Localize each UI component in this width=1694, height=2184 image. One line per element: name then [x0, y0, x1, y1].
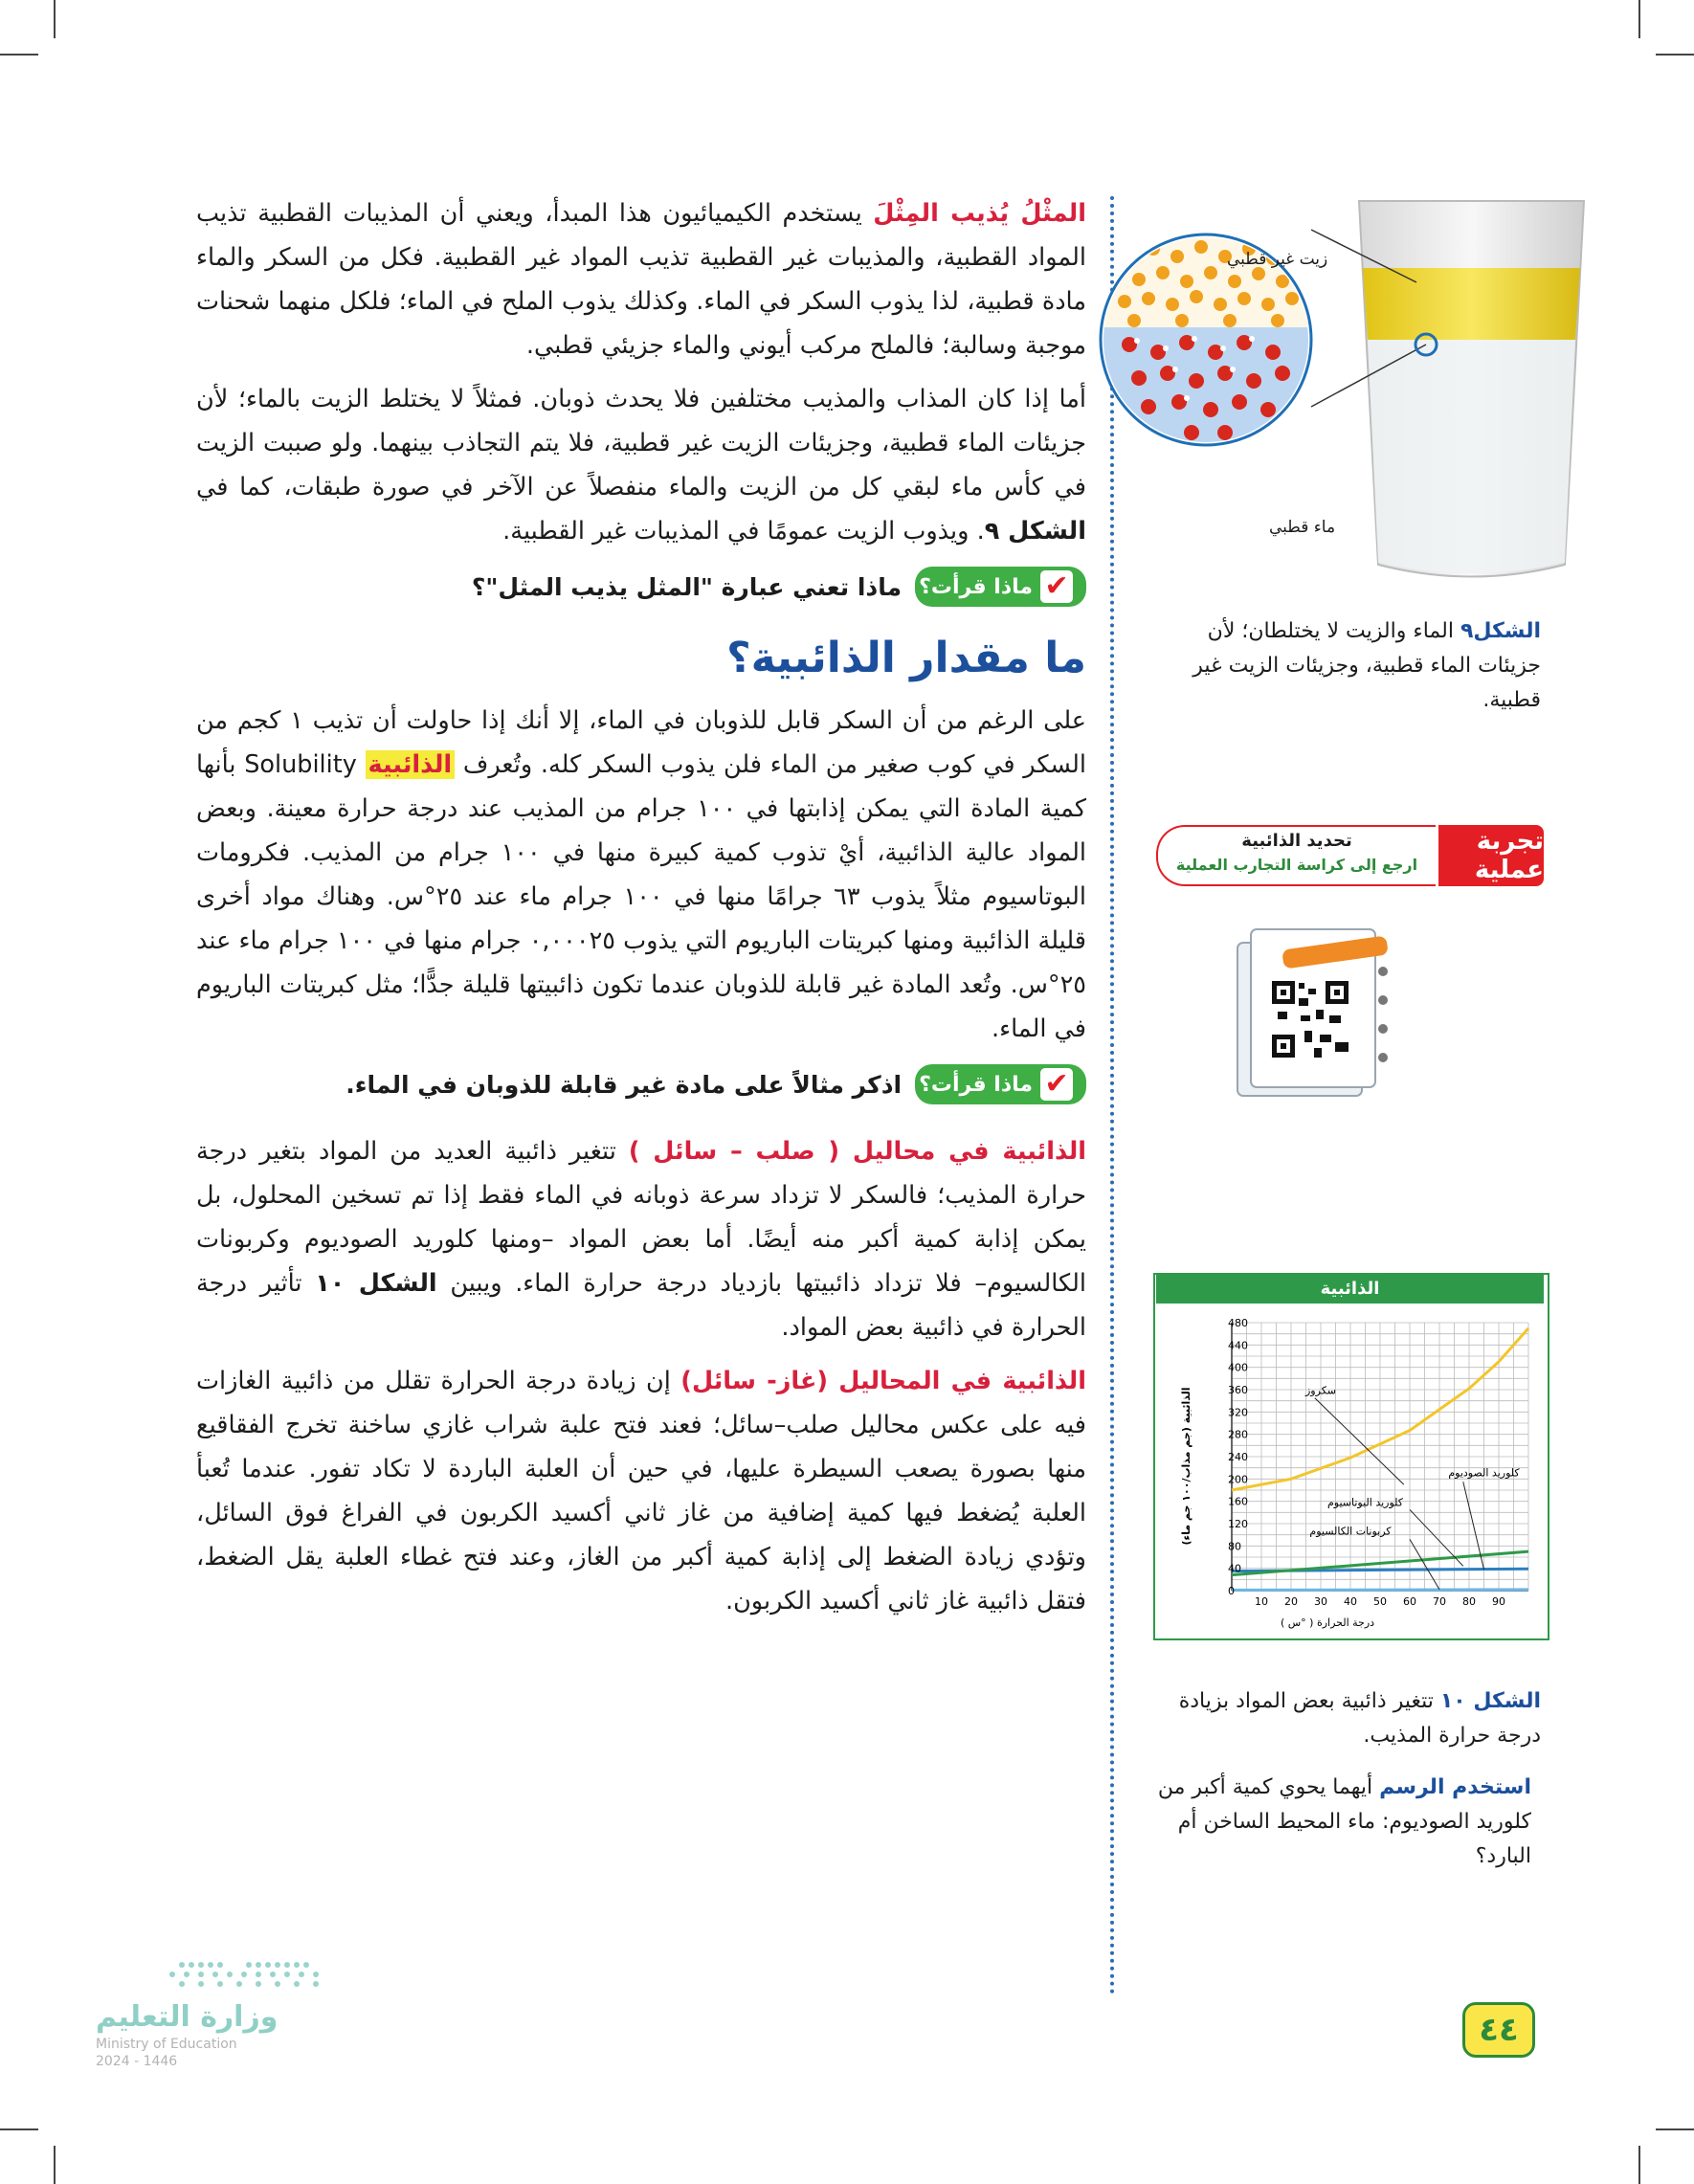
what-did-you-read-question: ماذا تعني عبارة "المثل يذيب المثل"؟ — [471, 572, 903, 601]
lab-experiment-title: تحديد الذائبية — [1241, 831, 1352, 851]
chart-x-tick-label: 70 — [1433, 1595, 1446, 1608]
ministry-name-english: Ministry of Education — [96, 2037, 237, 2052]
term-solubility: الذائبية — [366, 750, 456, 779]
use-graph-text: أيهما يحوي كمية أكبر من كلوريد الصوديوم: ماء المحيط الساخن أم البارد؟ — [1157, 1775, 1531, 1868]
crop-mark — [1656, 2128, 1694, 2130]
what-did-you-read-badge: ✔ ماذا قرأت؟ — [915, 1064, 1086, 1104]
chart-y-tick-label: 440 — [1228, 1339, 1248, 1352]
chart-x-tick-label: 50 — [1373, 1595, 1387, 1608]
crop-mark — [0, 2128, 38, 2130]
crop-mark — [54, 0, 56, 38]
figure10-ref: الشكل ١٠ — [315, 1269, 437, 1298]
crop-mark — [0, 54, 38, 56]
section-heading: ما مقدار الذائبية؟ — [726, 634, 1086, 682]
chart-y-tick-label: 40 — [1228, 1562, 1241, 1575]
chart-title: الذائبية — [1156, 1275, 1544, 1304]
use-graph-label: استخدم الرسم — [1379, 1775, 1531, 1799]
chart-y-tick-label: 480 — [1228, 1317, 1248, 1329]
chart-x-axis-label: درجة الحرارة ( °س ) — [1280, 1616, 1375, 1629]
chart-x-tick-label: 10 — [1255, 1595, 1268, 1608]
paragraph-solid-liquid: الذائبية في محاليل ( صلب – سائل ) تتغير ذائبية العديد من المواد بتغير درجة حرارة المذيب؛ فالسكر لا تزداد سرعة ذوبانه في الماء فقط إذا تم تسخين المحلول، بل يمكن إذابة كمية أكبر منه أيضًا. أما بعض المواد –ومنها كلوريد الصوديوم وكربونات الكالسيوم– فلا تزداد ذائبيتها بازدياد درجة حرارة الماء. ويبين الشكل ١٠ تأثير درجة الحرارة في ذائبية بعض المواد. — [196, 1137, 1087, 1342]
what-did-you-read-2 — [196, 1064, 1086, 1104]
figure9-caption-label: الشكل٩ — [1460, 619, 1541, 643]
chart-x-tick-label: 20 — [1284, 1595, 1298, 1608]
chart-y-tick-label: 280 — [1228, 1428, 1248, 1441]
ministry-name-arabic: وزارة التعليم — [96, 2000, 279, 2034]
term-solid-liquid: الذائبية في محاليل ( صلب – سائل ) — [628, 1137, 1087, 1166]
chart-y-tick-label: 80 — [1228, 1540, 1241, 1553]
chart-series-label: كربونات الكالسيوم — [1309, 1525, 1392, 1538]
ministry-dots-logo — [96, 1957, 345, 1995]
what-did-you-read-1 — [196, 567, 1086, 607]
paragraph-like-dissolves-like: المثْلُ يُذيب المِثْلَ يستخدم الكيميائيون هذا المبدأ، ويعني أن المذيبات القطبية تذيب المواد القطبية، والمذيبات غير القطبية تذيب المواد غير القطبية. فكل من السكر والماء مادة قطبية، لذا يذوب السكر في الماء. وكذلك يذوب الملح في الماء؛ فلكل منهما شحنات موجبة وسالبة؛ فالملح مركب أيوني والماء جزيئي قطبي. — [196, 199, 1086, 360]
chart-y-tick-label: 360 — [1228, 1384, 1248, 1396]
figure10-caption — [1153, 1684, 1541, 1753]
lab-experiment-subtitle: ارجع إلى كراسة التجارب العملية — [1175, 856, 1418, 874]
chart-x-tick-label: 40 — [1344, 1595, 1357, 1608]
chart-x-tick-label: 90 — [1492, 1595, 1505, 1608]
figure9-caption-text: الماء والزيت لا يختلطان؛ لأن جزيئات الماء قطبية، وجزيئات الزيت غير قطبية. — [1192, 619, 1541, 712]
lab-experiment-text — [1156, 825, 1436, 886]
crop-mark — [1638, 2146, 1640, 2184]
crop-mark — [54, 2146, 56, 2184]
qr-code-document-icon[interactable] — [1230, 924, 1402, 1115]
paragraph-oil-water: أما إذا كان المذاب والمذيب مختلفين فلا يحدث ذوبان. فمثلاً لا يختلط الزيت بالماء؛ لأن جزيئات الماء قطبية، وجزيئات الزيت غير قطبية، فلا يتم التجاذب بينهما. ولو صببت الزيت في كأس ماء لبقي كل من الزيت والماء منفصلاً عن الآخر في صورة طبقات، كما في الشكل ٩. ويذوب الزيت عمومًا في المذيبات غير القطبية. — [196, 385, 1086, 546]
crop-mark — [1656, 54, 1694, 56]
figure9-label-oil: زيت غير قطبي — [1227, 250, 1328, 269]
figure9-glass-illustration — [1072, 182, 1608, 603]
figure9-caption — [1153, 614, 1541, 718]
chart-x-tick-label: 60 — [1403, 1595, 1416, 1608]
chart-series-line — [1232, 1590, 1528, 1591]
chart-series-label: كلوريد الصوديوم — [1448, 1466, 1520, 1480]
chart-y-tick-label: 320 — [1228, 1406, 1248, 1419]
chart-x-tick-label: 80 — [1462, 1595, 1476, 1608]
figure9-label-water: ماء قطبي — [1269, 518, 1336, 537]
crop-mark — [1638, 0, 1640, 38]
chart-y-tick-label: 160 — [1228, 1495, 1248, 1508]
chart-y-axis-label: الذائبية (جم مذاب/١٠٠ جم ماء) — [1180, 1387, 1192, 1546]
figure10-caption-text: تتغير ذائبية بعض المواد بزيادة درجة حرارة المذيب. — [1178, 1689, 1541, 1748]
term-solubility-english: Solubility — [244, 750, 357, 779]
figure10-caption-label: الشكل ١٠ — [1439, 1689, 1541, 1713]
chart-series-label: كلوريد البوتاسيوم — [1326, 1496, 1404, 1509]
ministry-logo — [96, 1957, 345, 2070]
chart-x-tick-label: 30 — [1314, 1595, 1327, 1608]
chart-y-tick-label: 0 — [1228, 1585, 1235, 1597]
chart-y-tick-label: 120 — [1228, 1518, 1248, 1530]
chart-y-tick-label: 200 — [1228, 1473, 1248, 1486]
checkmark-icon: ✔ — [1040, 1068, 1073, 1101]
chart-label-leader — [1315, 1398, 1404, 1484]
what-did-you-read-question: اذكر مثالاً على مادة غير قابلة للذوبان في الماء. — [345, 1070, 903, 1099]
main-column — [196, 191, 1086, 1633]
lab-experiment-box — [1156, 825, 1544, 886]
use-graph-question — [1139, 1771, 1531, 1874]
chart-y-tick-label: 240 — [1228, 1451, 1248, 1463]
term-gas-liquid: الذائبية في المحاليل (غاز- سائل) — [680, 1367, 1086, 1395]
page-number: ٤٤ — [1462, 2002, 1535, 2058]
what-did-you-read-badge: ✔ ماذا قرأت؟ — [915, 567, 1086, 607]
chart-series-label: سكروز — [1305, 1384, 1336, 1397]
solubility-chart — [1155, 1304, 1544, 1635]
checkmark-icon: ✔ — [1040, 570, 1073, 603]
ministry-year: 2024 - 1446 — [96, 2054, 178, 2069]
paragraph-gas-liquid: الذائبية في المحاليل (غاز- سائل) إن زيادة درجة الحرارة تقلل من ذائبية الغازات فيه على عكس محاليل صلب–سائل؛ فعند فتح علبة شراب غازي ساخنة تخرج الفقاقيع منها بصورة يصعب السيطرة عليها، في حين أن العلبة الباردة لا تكاد تفور. عندما تُعبأ العلبة يُضغط فيها كمية إضافية من غاز ثاني أكسيد الكربون في الفراغ فوق السائل، وتؤدي زيادة الضغط إلى إذابة كمية أكبر من الغاز، وعند فتح غطاء العلبة يقل الضغط، فتقل ذائبية غاز ثاني أكسيد الكربون. — [196, 1367, 1086, 1616]
figure9-ref: الشكل ٩ — [984, 517, 1086, 546]
lab-experiment-tag: تجربة عملية — [1438, 825, 1544, 886]
term-like-dissolves-like: المثْلُ يُذيب المِثْلَ — [873, 199, 1086, 228]
chart-y-tick-label: 400 — [1228, 1361, 1248, 1374]
paragraph-solubility: على الرغم من أن السكر قابل للذوبان في الماء، إلا أنك إذا حاولت أن تذيب ١ كجم من السكر في كوب صغير من الماء فلن يذوب السكر كله. وتُعرف الذائبية Solubility بأنها كمية المادة التي يمكن إذابتها في ١٠٠ جرام من المذيب عند درجة حرارة معينة. وبعض المواد عالية الذائبية، أيْ تذوب كمية كبيرة منها في ١٠٠ جرام من المذيب. فكرومات البوتاسيوم مثلاً يذوب ٦٣ جرامًا منها في ١٠٠ جرام ماء عند ٢٥°س. وهناك مواد أخرى قليلة الذائبية ومنها كبريتات الباريوم التي يذوب ٠,٠٠٠٢٥ جرام منها في ١٠٠ جرام ماء عند ٢٥°س. وتُعد المادة غير قابلة للذوبان عندما تكون ذائبيتها قليلة جدًّا؛ مثل كبريتات الباريوم في الماء. — [196, 706, 1087, 1043]
